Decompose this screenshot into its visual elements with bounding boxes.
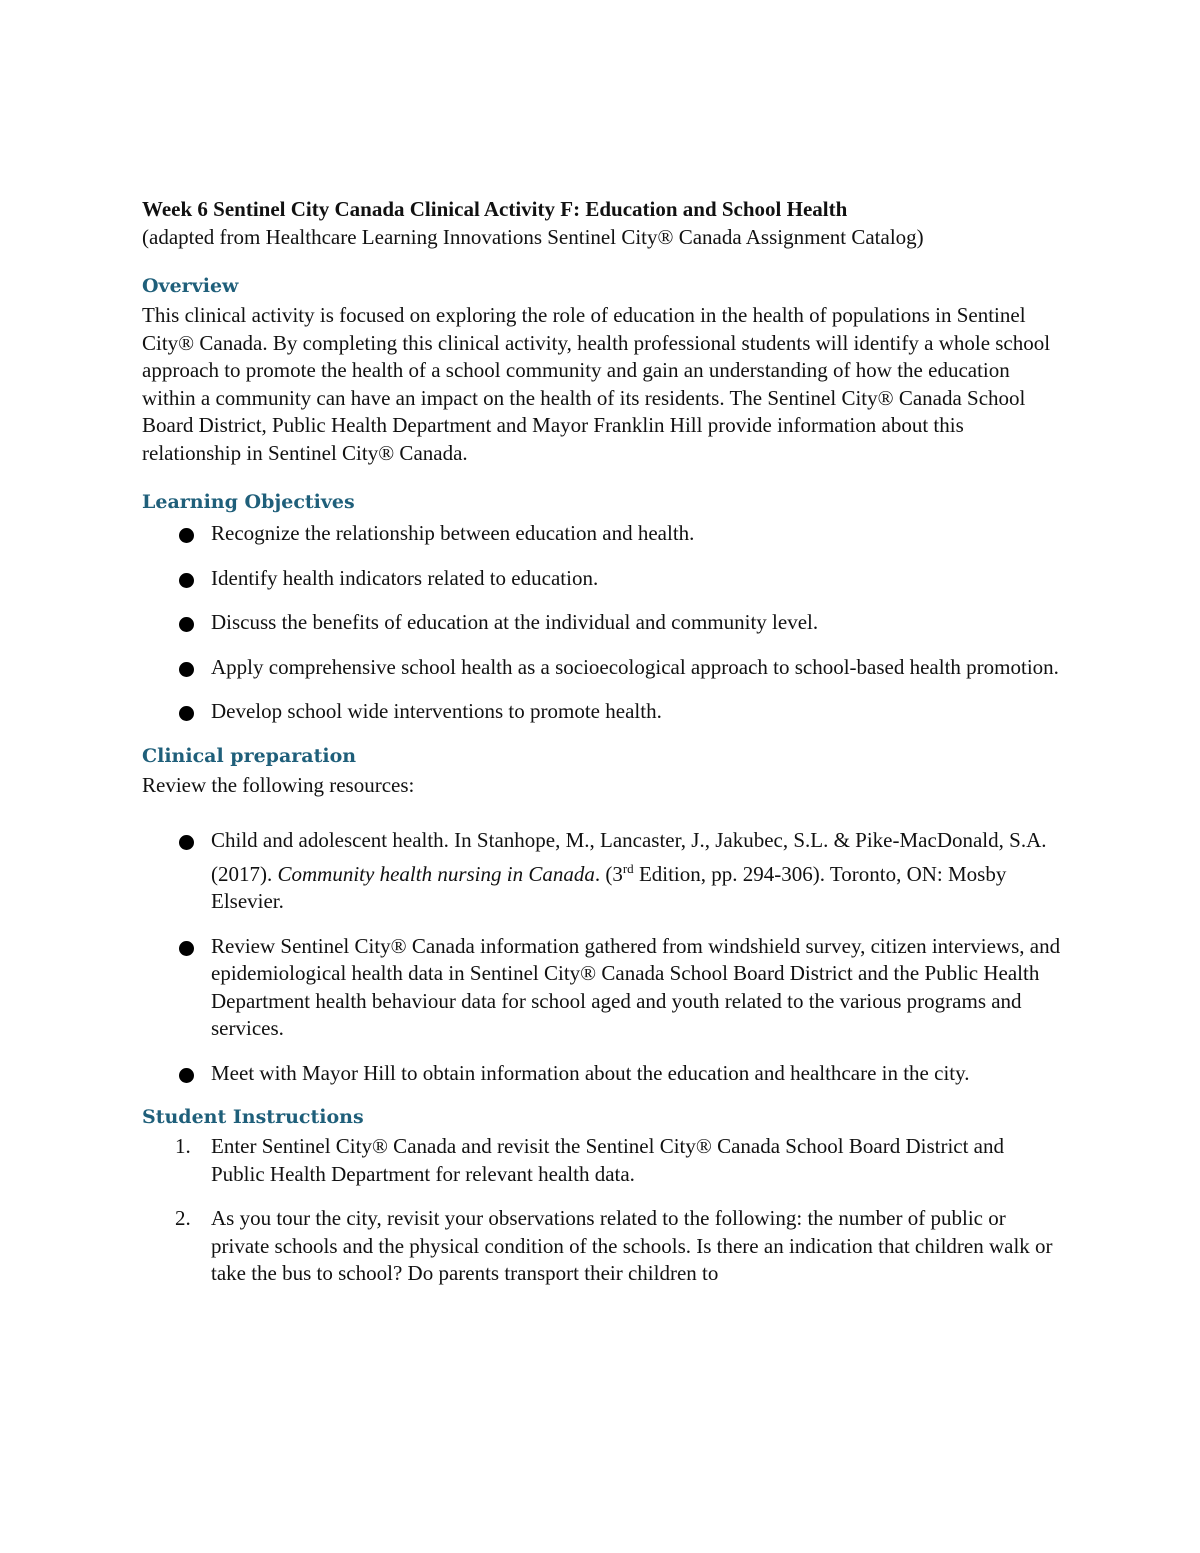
instructions-heading: Student Instructions (142, 1106, 364, 1128)
objective-text: Discuss the benefits of education at the individual and community level. (211, 610, 819, 634)
bullet-icon (179, 1068, 194, 1083)
bullet-icon (179, 617, 194, 632)
resource-text: Review Sentinel City® Canada information gathered from windshield survey, citizen interviews, and epidemiological health data in Sentinel City® Canada School Board District and the Public Health Department health behaviour data for school aged and youth related to the various programs and services. (211, 933, 1061, 1040)
bullet-icon (179, 662, 194, 677)
document-page (142, 196, 1062, 1305)
list-item (142, 609, 1062, 637)
document-subtitle: (adapted from Healthcare Learning Innovations Sentinel City® Canada Assignment Catalog) (142, 224, 924, 249)
preparation-heading: Clinical preparation (142, 744, 357, 767)
list-item (142, 520, 1062, 548)
list-item (142, 698, 1062, 726)
bullet-icon (179, 941, 194, 956)
step-text: Enter Sentinel City® Canada and revisit the Sentinel City® Canada School Board District and Public Health Department for relevant health data. (211, 1134, 1005, 1186)
bullet-icon (179, 706, 194, 721)
bullet-icon (179, 528, 194, 543)
superscript: rd (622, 860, 634, 876)
objective-text: Apply comprehensive school health as a socioecological approach to school-based health promotion. (211, 654, 1059, 679)
bullet-icon (179, 573, 194, 588)
step-number: 1. (175, 1134, 191, 1158)
objectives-heading: Learning Objectives (142, 491, 355, 513)
bullet-icon (179, 835, 194, 850)
objectives-list (142, 520, 1062, 726)
instructions-list (142, 1133, 1062, 1288)
document-title: Week 6 Sentinel City Canada Clinical Activity F: Education and School Health (142, 197, 848, 221)
objective-text: Develop school wide interventions to promote health. (211, 699, 662, 723)
list-item (142, 565, 1062, 593)
resources-list (142, 827, 1062, 1087)
preparation-intro: Review the following resources: (142, 772, 415, 797)
list-item (142, 827, 1062, 916)
list-item (142, 1205, 1062, 1288)
step-number: 2. (175, 1206, 191, 1230)
overview-text: This clinical activity is focused on exploring the role of education in the health of populations in Sentinel City® Canada. By completing this clinical activity, health professional students will identify a whole school approach to promote the health of a school community and gain an understanding of how the education within a community can have an impact on the health of its residents. The Sentinel City® Canada School Board District, Public Health Department and Mayor Franklin Hill provide information about this relationship in Sentinel City® Canada. (142, 303, 1051, 465)
reference-text: Child and adolescent health. In Stanhope, M., Lancaster, J., Jakubec, S.L. & Pike-MacDonald, S.A. (2017). Community health nursing in Canada. (3rd Edition, pp. 294-306). Toronto, ON: Mosby Elsevier. (211, 828, 1047, 913)
list-item (142, 1060, 1062, 1088)
step-text: As you tour the city, revisit your observations related to the following: the number of public or private schools and the physical condition of the schools. Is there an indication that children walk or take the bus to school? Do parents transport their children to (211, 1206, 1053, 1285)
list-item (142, 654, 1062, 682)
resource-text: Meet with Mayor Hill to obtain information about the education and healthcare in the city. (211, 1060, 970, 1085)
overview-heading: Overview (142, 275, 239, 297)
objective-text: Identify health indicators related to education. (211, 565, 599, 590)
list-item (142, 933, 1062, 1043)
objective-text: Recognize the relationship between education and health. (211, 521, 695, 545)
list-item (142, 1133, 1062, 1188)
book-title: Community health nursing in Canada (277, 861, 595, 886)
